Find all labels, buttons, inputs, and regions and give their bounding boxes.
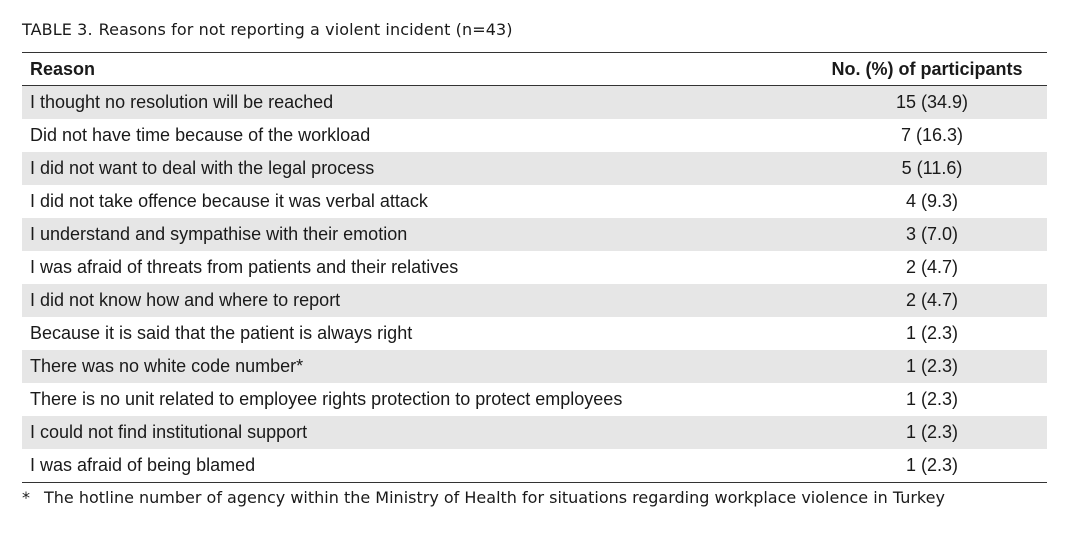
row-reason: Did not have time because of the workload — [30, 125, 371, 145]
header-count: No. (%) of participants — [831, 58, 1023, 79]
table-row — [22, 218, 1047, 251]
table-header-row — [22, 53, 1047, 86]
row-count: 7 (16.3) — [900, 125, 964, 145]
row-count: 1 (2.3) — [905, 455, 959, 475]
table-row — [22, 317, 1047, 350]
row-reason: I did not take offence because it was verbal attack — [30, 191, 428, 211]
table-row — [22, 251, 1047, 284]
row-count: 1 (2.3) — [905, 356, 959, 376]
row-reason: There was no white code number* — [30, 356, 304, 376]
table-row — [22, 449, 1047, 482]
table-row — [22, 383, 1047, 416]
table-row — [22, 86, 1047, 119]
row-reason: I thought no resolution will be reached — [30, 92, 334, 112]
row-count: 2 (4.7) — [905, 290, 959, 310]
table-caption — [22, 20, 513, 39]
footnote-marker: * — [22, 488, 30, 507]
table-row — [22, 416, 1047, 449]
row-reason: I was afraid of threats from patients and their relatives — [30, 257, 459, 277]
row-count: 1 (2.3) — [905, 323, 959, 343]
table-row — [22, 284, 1047, 317]
table-row — [22, 185, 1047, 218]
reasons-table — [22, 52, 1047, 483]
header-reason: Reason — [30, 58, 96, 79]
footnote-text: The hotline number of agency within the Ministry of Health for situations regarding workplace violence in Turkey — [44, 488, 945, 507]
row-count: 2 (4.7) — [905, 257, 959, 277]
caption-label: TABLE 3. — [22, 20, 93, 39]
row-count: 15 (34.9) — [895, 92, 969, 112]
row-count: 4 (9.3) — [905, 191, 959, 211]
row-reason: I did not want to deal with the legal process — [30, 158, 375, 178]
row-count: 1 (2.3) — [905, 389, 959, 409]
row-reason: There is no unit related to employee rights protection to protect employees — [30, 389, 623, 409]
row-reason: I did not know how and where to report — [30, 290, 341, 310]
row-reason: I understand and sympathise with their emotion — [30, 224, 408, 244]
row-count: 1 (2.3) — [905, 422, 959, 442]
row-count: 3 (7.0) — [905, 224, 959, 244]
table-row — [22, 119, 1047, 152]
row-reason: Because it is said that the patient is always right — [30, 323, 413, 343]
table-row — [22, 152, 1047, 185]
row-count: 5 (11.6) — [901, 158, 963, 178]
table-row — [22, 350, 1047, 383]
row-reason: I could not find institutional support — [30, 422, 308, 442]
caption-title: Reasons for not reporting a violent incident (n=43) — [98, 20, 513, 39]
table-footnote — [22, 488, 945, 507]
row-reason: I was afraid of being blamed — [30, 455, 256, 475]
